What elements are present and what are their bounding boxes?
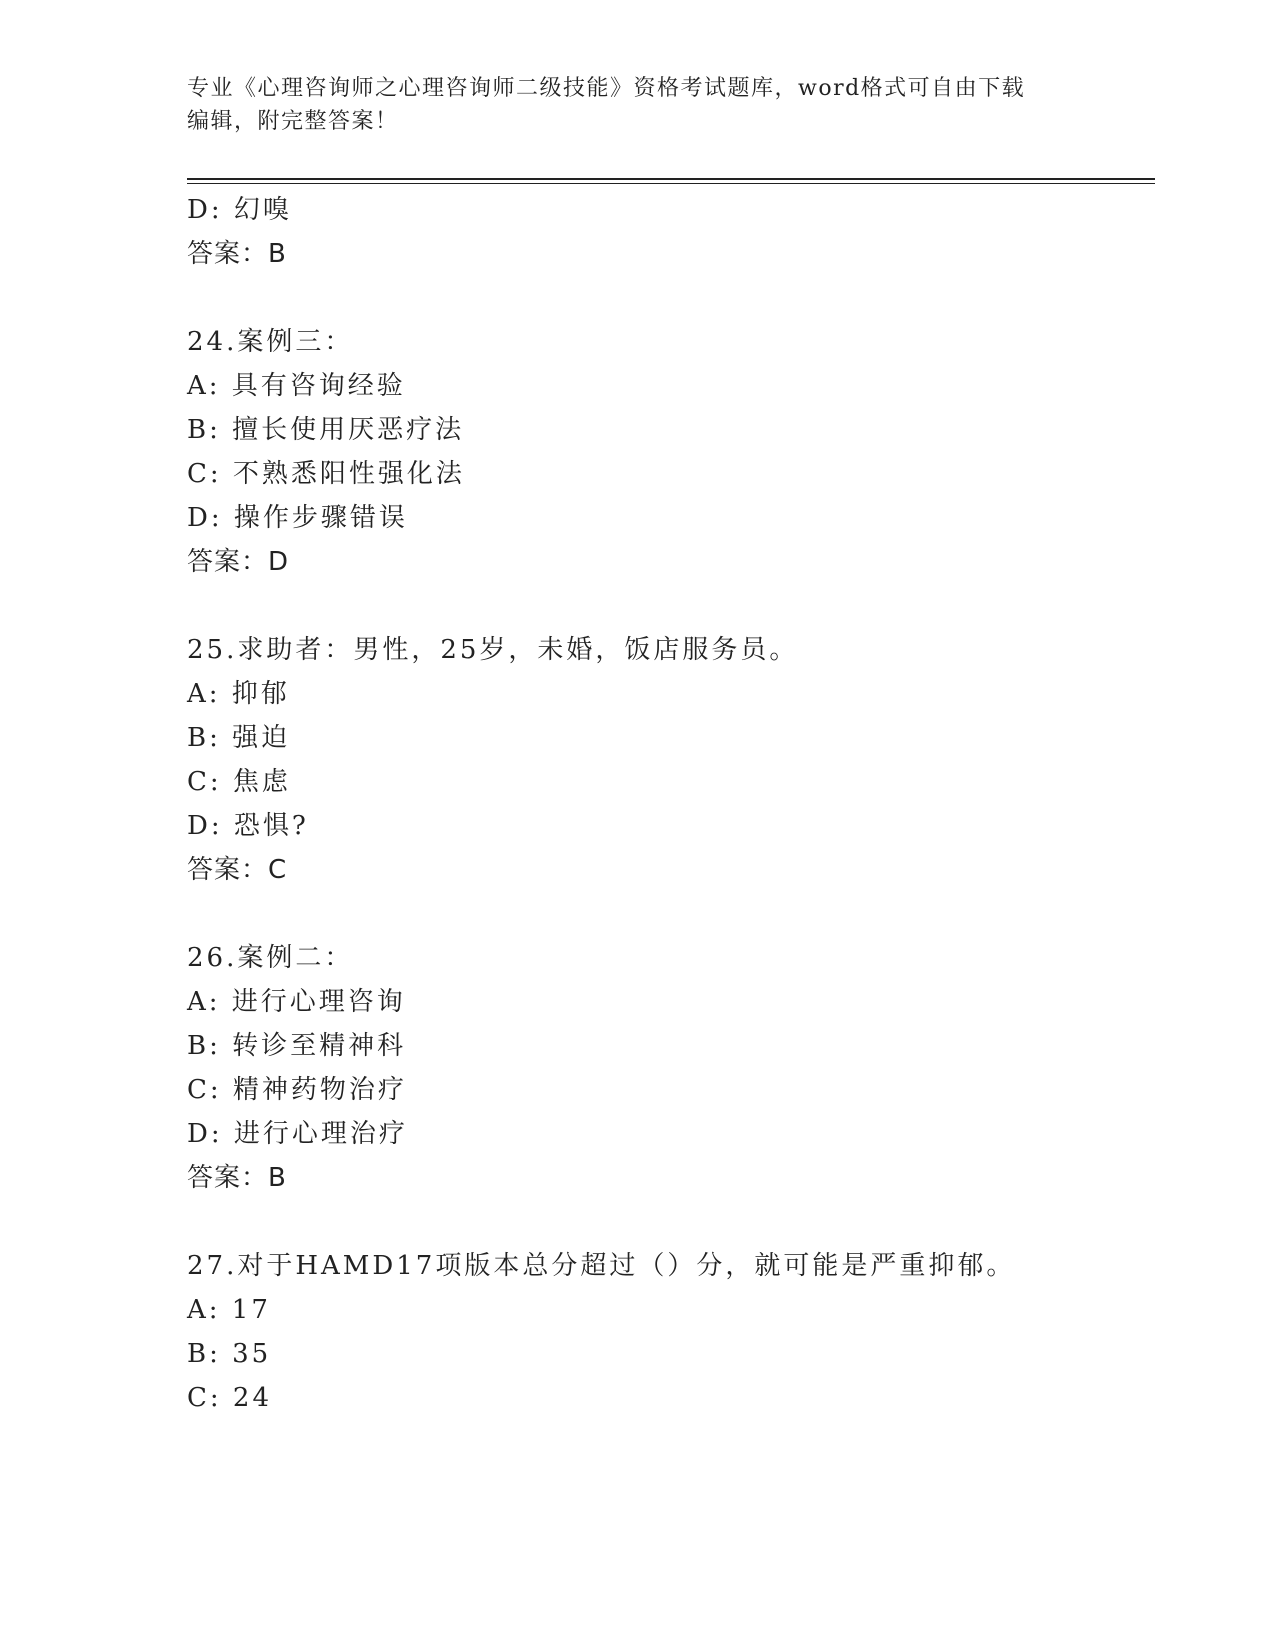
q24-option-c: C: 不熟悉阳性强化法: [187, 459, 465, 489]
q24-answer: 答案：D: [187, 547, 290, 577]
header-rule-bottom: [187, 183, 1155, 184]
q26-answer: 答案：B: [187, 1163, 287, 1193]
q26-option-c: C: 精神药物治疗: [187, 1075, 407, 1105]
q24-option-d: D: 操作步骤错误: [187, 503, 408, 533]
q24-option-a: A: 具有咨询经验: [187, 371, 406, 401]
q24-title: 24.案例三：: [187, 327, 354, 357]
header-line-1: 专业《心理咨询师之心理咨询师二级技能》资格考试题库，word格式可自由下载: [187, 76, 1026, 101]
header-line-2: 编辑，附完整答案！: [187, 109, 399, 134]
q27-title: 27.对于HAMD17项版本总分超过（）分，就可能是严重抑郁。: [187, 1251, 1016, 1281]
q26-option-d: D: 进行心理治疗: [187, 1119, 408, 1149]
q25-answer: 答案：C: [187, 855, 288, 885]
q25-option-b: B: 强迫: [187, 723, 291, 753]
header-rule-top: [187, 178, 1155, 180]
q25-option-a: A: 抑郁: [187, 679, 290, 709]
q26-option-a: A: 进行心理咨询: [187, 987, 406, 1017]
q23-option-d: D: 幻嗅: [187, 195, 292, 225]
q26-title: 26.案例二：: [187, 943, 354, 973]
document-header: [187, 72, 1087, 138]
q25-title: 25.求助者：男性，25岁，未婚，饭店服务员。: [187, 635, 799, 665]
q26-option-b: B: 转诊至精神科: [187, 1031, 407, 1061]
q27-option-b: B: 35: [187, 1339, 272, 1369]
q27-option-c: C: 24: [187, 1383, 273, 1413]
q25-option-c: C: 焦虑: [187, 767, 291, 797]
q24-option-b: B: 擅长使用厌恶疗法: [187, 415, 465, 445]
q23-answer: 答案：B: [187, 239, 287, 269]
q27-option-a: A: 17: [187, 1295, 271, 1325]
q25-option-d: D: 恐惧?: [187, 811, 309, 841]
